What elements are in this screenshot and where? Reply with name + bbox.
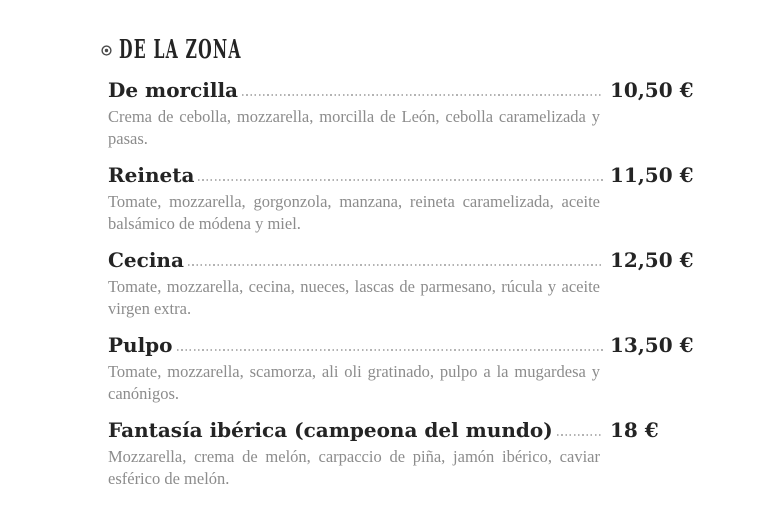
menu-list bbox=[108, 78, 694, 490]
item-price: 12,50 € bbox=[610, 248, 694, 272]
item-price: 13,50 € bbox=[610, 333, 694, 357]
item-name: Cecina bbox=[108, 248, 184, 272]
dotted-leader bbox=[188, 264, 603, 266]
item-description: Mozzarella, crema de melón, carpaccio de piña, jamón ibérico, caviar esférico de melón. bbox=[108, 447, 600, 488]
item-row bbox=[108, 78, 694, 102]
item-description: Tomate, mozzarella, cecina, nueces, lascas de parmesano, rúcula y aceite virgen extra. bbox=[108, 277, 600, 318]
item-description: Crema de cebolla, mozzarella, morcilla de León, cebolla caramelizada y pasas. bbox=[108, 107, 600, 148]
menu-item bbox=[108, 78, 694, 150]
item-name: Pulpo bbox=[108, 333, 173, 357]
item-description: Tomate, mozzarella, scamorza, ali oli gratinado, pulpo a la mugardesa y canónigos. bbox=[108, 362, 600, 403]
section-title: DE LA ZONA bbox=[119, 35, 242, 65]
item-row bbox=[108, 333, 694, 357]
menu-item bbox=[108, 248, 694, 320]
menu-item bbox=[108, 418, 680, 490]
dotted-leader bbox=[242, 94, 603, 96]
dotted-leader bbox=[177, 349, 603, 351]
item-price: 11,50 € bbox=[610, 163, 694, 187]
item-name: De morcilla bbox=[108, 78, 238, 102]
dotted-leader bbox=[198, 179, 603, 181]
item-price: 18 € bbox=[610, 418, 659, 442]
stamp-circle-icon bbox=[101, 45, 112, 56]
item-row bbox=[108, 418, 680, 442]
item-row bbox=[108, 163, 694, 187]
item-row bbox=[108, 248, 694, 272]
item-price: 10,50 € bbox=[610, 78, 694, 102]
section-header bbox=[101, 35, 680, 65]
item-name: Reineta bbox=[108, 163, 195, 187]
item-name: Fantasía ibérica (campeona del mundo) bbox=[108, 418, 553, 442]
menu-item bbox=[108, 333, 694, 405]
item-description: Tomate, mozzarella, gorgonzola, manzana, reineta caramelizada, aceite balsámico de módena y miel. bbox=[108, 192, 600, 233]
dotted-leader bbox=[557, 434, 603, 436]
menu-item bbox=[108, 163, 694, 235]
